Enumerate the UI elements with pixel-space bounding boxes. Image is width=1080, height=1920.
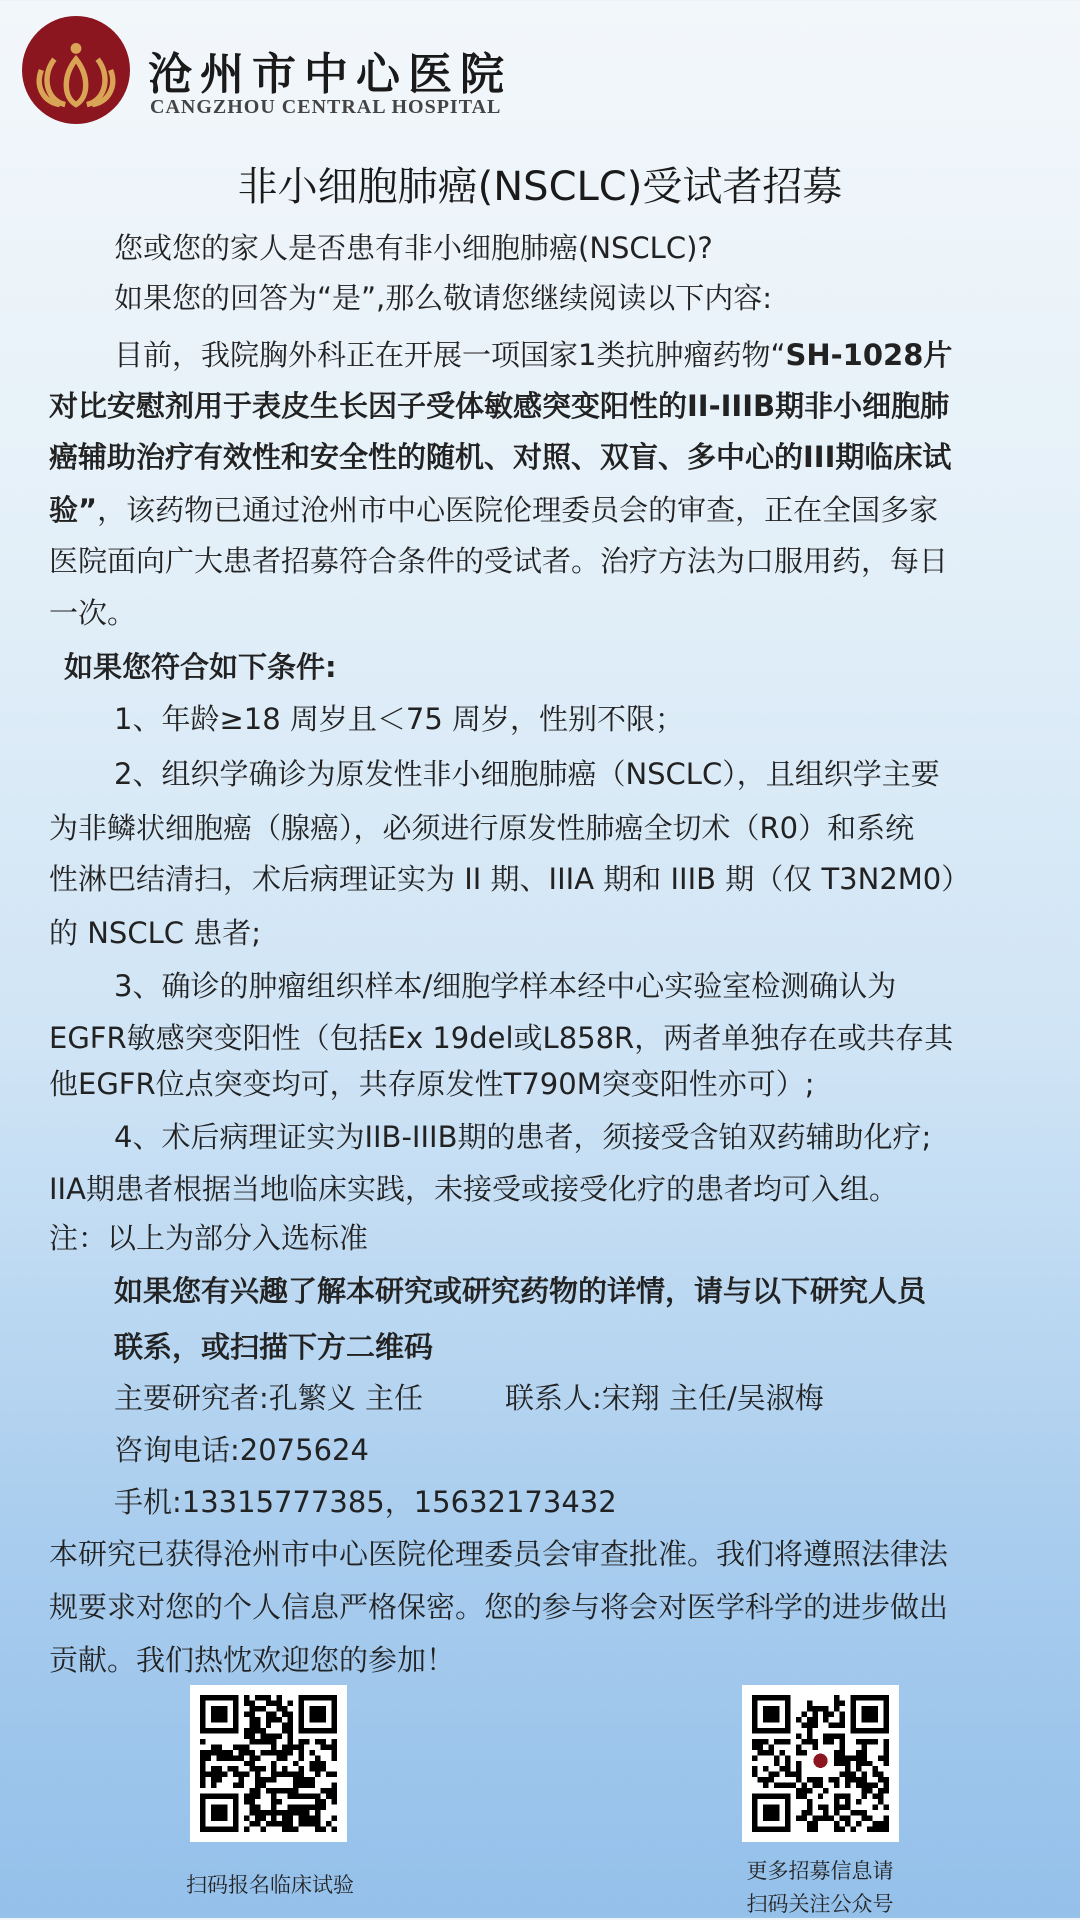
conditions-heading: 如果您符合如下条件:: [64, 650, 337, 684]
condition-3: 他EGFR位点突变均可，共存原发性T790M突变阳性亦可）;: [49, 1067, 815, 1101]
signup-qr-code[interactable]: [190, 1685, 347, 1842]
condition-2: 性淋巴结清扫，术后病理证实为 II 期、IIIA 期和 IIIB 期（仅 T3N2M0）: [49, 862, 971, 896]
intro-question: 您或您的家人是否患有非小细胞肺癌(NSCLC)?: [114, 231, 713, 265]
condition-1: 1、年龄≥18 周岁且＜75 周岁，性别不限；: [114, 702, 684, 736]
signup-qr-caption: 扫码报名临床试验: [186, 1873, 354, 1897]
phone-number: 咨询电话:2075624: [114, 1433, 369, 1467]
contact-invitation: 联系，或扫描下方二维码: [114, 1330, 434, 1364]
study-description-line: 一次。: [49, 596, 137, 630]
closing-text: 贡献。我们热忱欢迎您的参加！: [49, 1643, 456, 1677]
logo-english-name: CANGZHOU CENTRAL HOSPITAL: [150, 96, 502, 118]
text: 目前，我院胸外科正在开展一项国家1类抗肿瘤药物“: [114, 338, 786, 372]
condition-3: EGFR敏感突变阳性（包括Ex 19del或L858R，两者单独存在或共存其: [49, 1021, 954, 1055]
wechat-qr-caption: 更多招募信息请: [746, 1859, 894, 1883]
study-title-line: 癌辅助治疗有效性和安全性的随机、对照、双盲、多中心的III期临床试: [49, 440, 952, 474]
contact-invitation: 如果您有兴趣了解本研究或研究药物的详情，请与以下研究人员: [114, 1274, 927, 1308]
wechat-account-qr-code[interactable]: [742, 1685, 899, 1842]
condition-2: 为非鳞状细胞癌（腺癌），必须进行原发性肺癌全切术（R0）和系统: [49, 811, 915, 845]
intro-prompt: 如果您的回答为“是”,那么敬请您继续阅读以下内容:: [114, 281, 773, 315]
drug-name: SH-1028片: [785, 338, 953, 372]
mobile-numbers: 手机:13315777385，15632173432: [114, 1485, 617, 1519]
study-title-line: 对比安慰剂用于表皮生长因子受体敏感突变阳性的II-IIIB期非小细胞肺: [49, 389, 950, 423]
condition-2: 2、组织学确诊为原发性非小细胞肺癌（NSCLC），且组织学主要: [114, 757, 940, 791]
closing-text: 规要求对您的个人信息严格保密。您的参与将会对医学科学的进步做出: [49, 1590, 949, 1624]
lotus-logo-icon: [22, 16, 130, 124]
study-description-line: [114, 335, 952, 375]
condition-2: 的 NSCLC 患者;: [49, 916, 261, 950]
logo-chinese-name: 沧州市中心医院: [148, 49, 512, 100]
page-title: 非小细胞肺癌(NSCLC)受试者招募: [237, 164, 843, 210]
contact-person: 联系人:宋翔 主任/吴淑梅: [505, 1381, 824, 1415]
condition-4: 4、术后病理证实为IIB-IIIB期的患者，须接受含铂双药辅助化疗;: [114, 1120, 932, 1154]
wechat-qr-caption: 扫码关注公众号: [746, 1892, 894, 1916]
text: ，该药物已通过沧州市中心医院伦理委员会的审查，正在全国多家: [97, 493, 939, 527]
study-title-end: 验”: [49, 493, 98, 527]
closing-text: 本研究已获得沧州市中心医院伦理委员会审查批准。我们将遵照法律法: [49, 1537, 949, 1571]
condition-3: 3、确诊的肿瘤组织样本/细胞学样本经中心实验室检测确认为: [114, 969, 897, 1003]
study-description-line: 医院面向广大患者招募符合条件的受试者。治疗方法为口服用药，每日: [49, 544, 949, 578]
study-description-line: [49, 490, 938, 530]
condition-4: IIA期患者根据当地临床实践，未接受或接受化疗的患者均可入组。: [49, 1172, 898, 1206]
principal-investigator: 主要研究者:孔繁义 主任: [114, 1381, 423, 1415]
note: 注：以上为部分入选标准: [49, 1221, 369, 1255]
